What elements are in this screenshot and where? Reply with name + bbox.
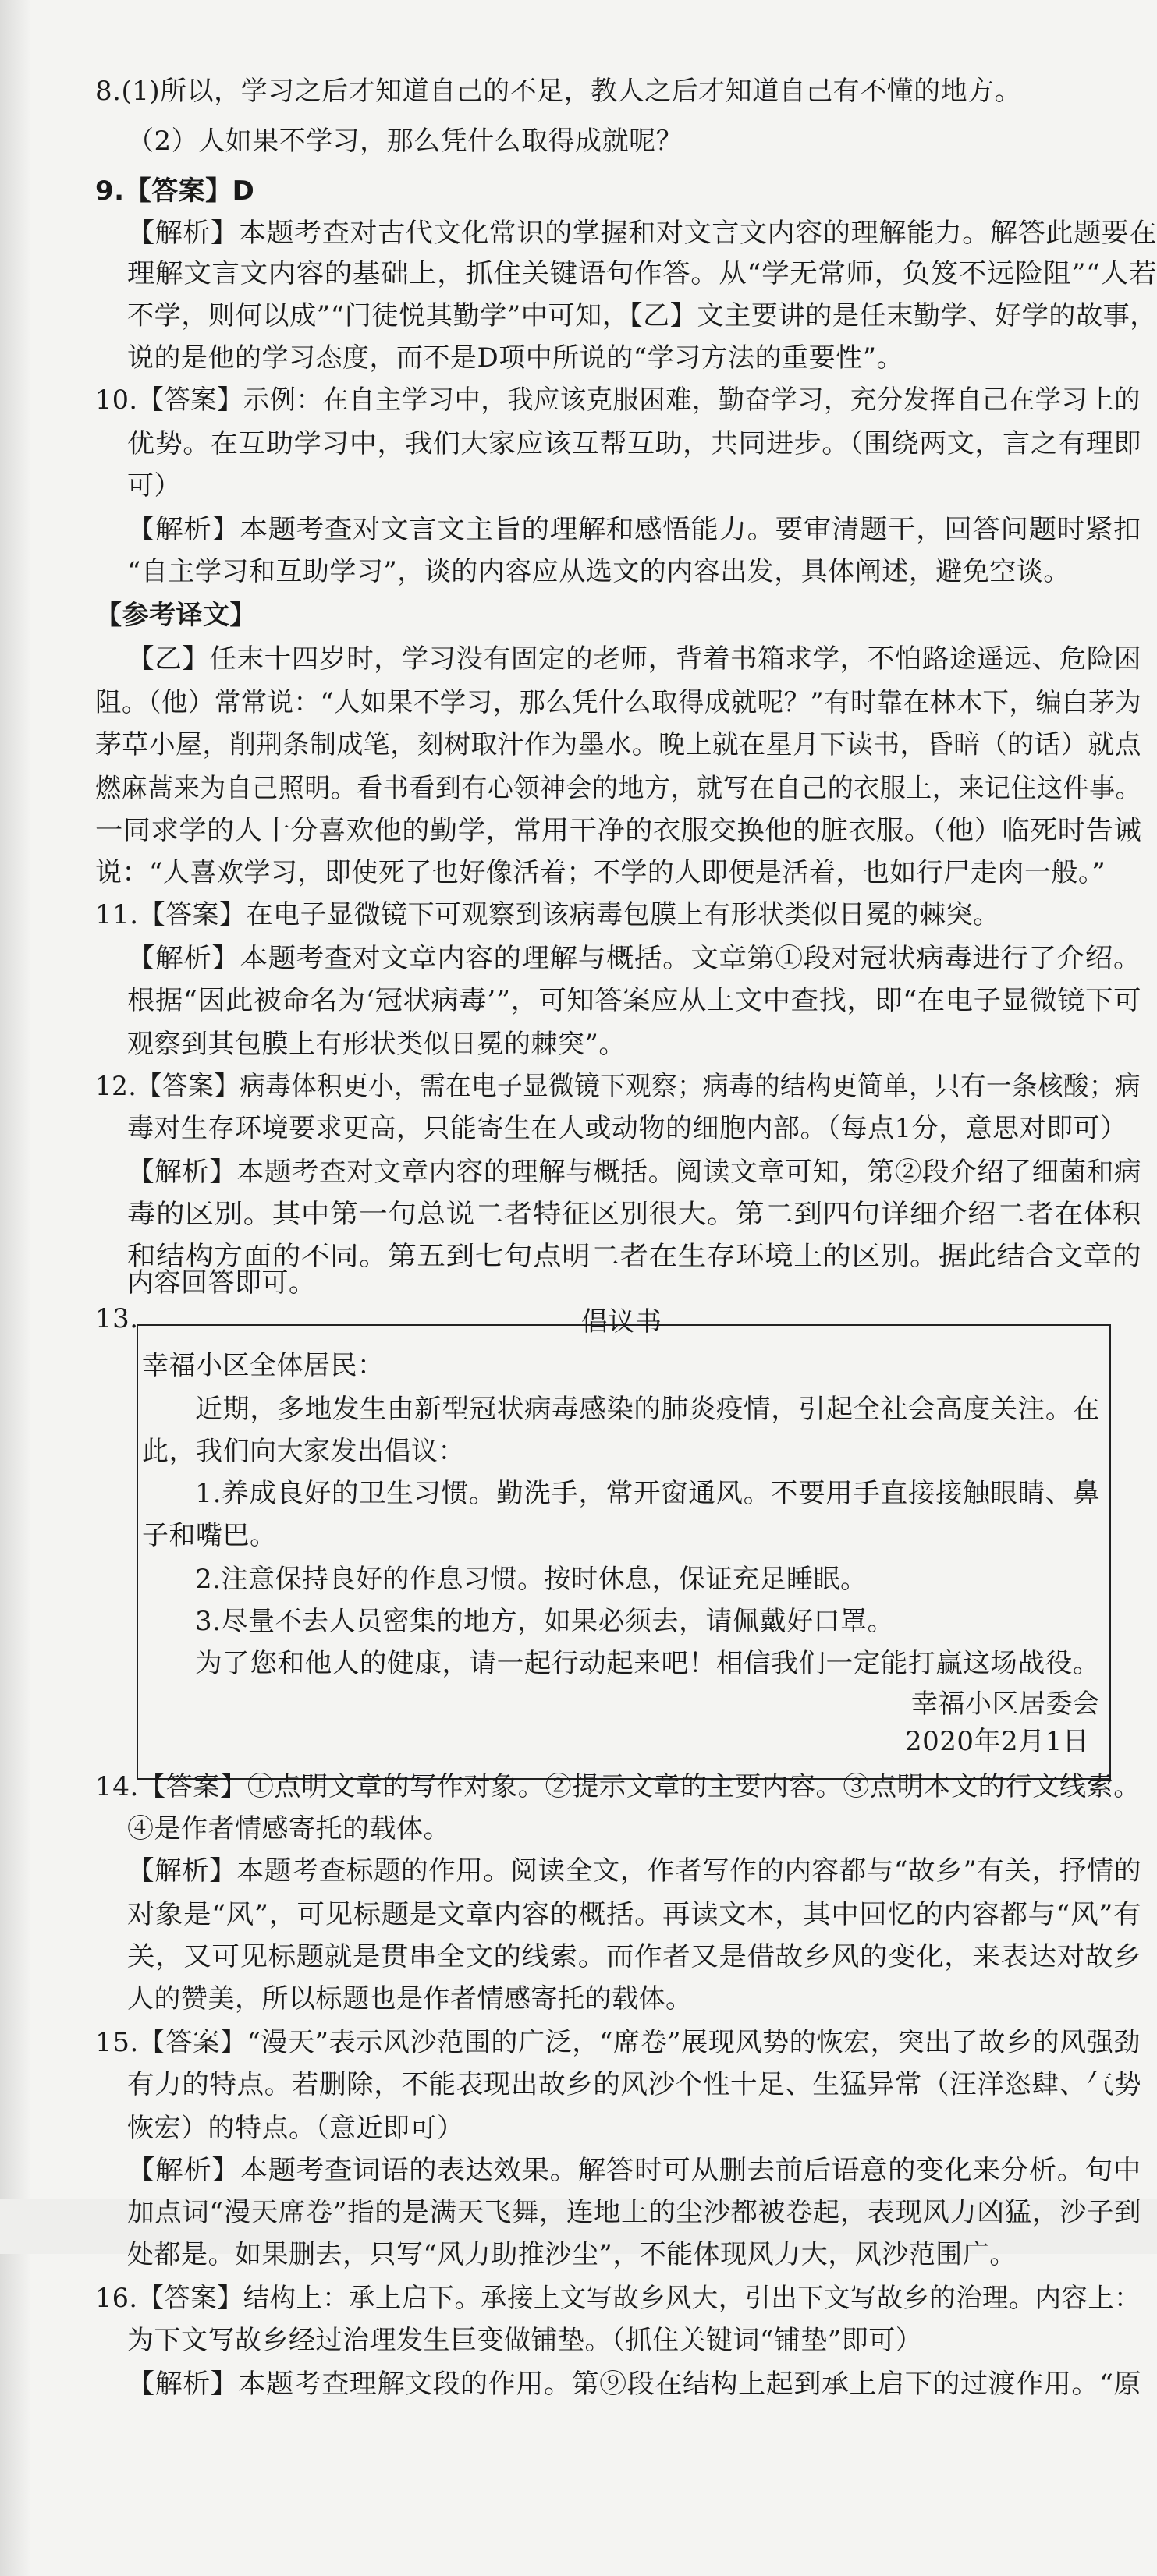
line-box-7: 为了您和他人的健康，请一起行动起来吧！相信我们一定能打赢这场战役。 bbox=[195, 1648, 1100, 1679]
line-q12-an-2: 毒的区别。其中第一句总说二者特征区别很大。第二到四句详细介绍二者在体积 bbox=[127, 1199, 1141, 1230]
line-box-6: 3.尽量不去人员密集的地方，如果必须去，请佩戴好口罩。 bbox=[195, 1606, 894, 1637]
line-ref-head: 【参考译文】 bbox=[95, 600, 257, 631]
scan-edge-shadow bbox=[0, 0, 31, 2576]
line-q15-an-1: 【解析】本题考查词语的表达效果。解答时可从删去前后语意的变化来分析。句中 bbox=[127, 2155, 1142, 2186]
line-q14-an-4: 人的赞美，所以标题也是作者情感寄托的载体。 bbox=[127, 1983, 693, 2014]
line-q10-2: 优势。在互助学习中，我们大家应该互帮互助，共同进步。（围绕两文，言之有理即 bbox=[127, 428, 1141, 459]
line-q15-3: 恢宏）的特点。（意近即可） bbox=[127, 2113, 464, 2144]
line-q12-1: 12.【答案】病毒体积更小，需在电子显微镜下观察；病毒的结构更简单，只有一条核酸；病 bbox=[95, 1071, 1141, 1102]
line-q12-an-1: 【解析】本题考查对文章内容的理解与概括。阅读文章可知，第②段介绍了细菌和病 bbox=[127, 1157, 1141, 1188]
line-q10-an-1: 【解析】本题考查对文言文主旨的理解和感悟能力。要审清题干，回答问题时紧扣 bbox=[127, 514, 1142, 545]
line-box-3: 1.养成良好的卫生习惯。勤洗手，常开窗通风。不要用手直接接触眼睛、鼻 bbox=[195, 1478, 1100, 1509]
line-box-1: 近期，多地发生由新型冠状病毒感染的肺炎疫情，引起全社会高度关注。在 bbox=[195, 1394, 1100, 1425]
line-q12-an-3: 和结构方面的不同。第五到七句点明二者在生存环境上的区别。据此结合文章的 bbox=[127, 1241, 1141, 1272]
line-q16-1: 16.【答案】结构上：承上启下。承接上文写故乡风大，引出下文写故乡的治理。内容上： bbox=[95, 2283, 1141, 2314]
line-q10-1: 10.【答案】示例：在自主学习中，我应该克服困难，勤奋学习，充分发挥自己在学习上的 bbox=[95, 384, 1141, 416]
line-q10-3: 可） bbox=[127, 470, 181, 501]
line-q14-an-3: 关，又可见标题就是贯串全文的线索。而作者又是借故乡风的变化，来表达对故乡 bbox=[127, 1941, 1142, 1972]
line-q15-an-2: 加点词“漫天席卷”指的是满天飞舞，连地上的尘沙都被卷起，表现风力凶猛，沙子到 bbox=[127, 2197, 1141, 2228]
line-q10-an-2: “自主学习和互助学习”，谈的内容应从选文的内容出发，具体阐述，避免空谈。 bbox=[127, 556, 1070, 587]
line-q11-an-2: 根据“因此被命名为‘冠状病毒’”，可知答案应从上文中查找，即“在电子显微镜下可 bbox=[127, 985, 1141, 1016]
line-q14-an-2: 对象是“风”，可见标题是文章内容的概括。再读文本，其中回忆的内容都与“风”有 bbox=[127, 1899, 1141, 1930]
line-box-2: 此，我们向大家发出倡议： bbox=[142, 1436, 465, 1467]
line-q9-ans: 9.【答案】D bbox=[95, 175, 255, 207]
line-box-date: 2020年2月1日 bbox=[905, 1726, 1090, 1757]
line-q9-an-4: 说的是他的学习态度，而不是D项中所说的“学习方法的重要性”。 bbox=[127, 342, 904, 374]
line-q15-1: 15.【答案】“漫天”表示风沙范围的广泛，“席卷”展现风势的恢宏，突出了故乡的风强劲 bbox=[95, 2027, 1141, 2058]
line-q8-1: 8.(1)所以，学习之后才知道自己的不足，教人之后才知道自己有不懂的地方。 bbox=[95, 76, 1022, 107]
line-q13-num: 13. bbox=[95, 1303, 139, 1334]
line-q16-2: 为下文写故乡经过治理发生巨变做铺垫。（抓住关键词“铺垫”即可） bbox=[127, 2325, 923, 2356]
line-ref-4: 燃麻蒿来为自己照明。看书看到有心领神会的地方，就写在自己的衣服上，来记住这件事。 bbox=[95, 773, 1141, 804]
line-q16-an-1: 【解析】本题考查理解文段的作用。第⑨段在结构上起到承上启下的过渡作用。“原 bbox=[127, 2369, 1141, 2400]
line-q15-2: 有力的特点。若删除，不能表现出故乡的风沙个性十足、生猛异常（汪洋恣肆、气势 bbox=[127, 2069, 1141, 2100]
line-q9-an-2: 理解文言文内容的基础上，抓住关键语句作答。从“学无常师，负笈不远险阻”“人若 bbox=[127, 258, 1157, 289]
line-q15-an-3: 处都是。如果删去，只写“风力助推沙尘”，不能体现风力大，风沙范围广。 bbox=[127, 2239, 1017, 2270]
line-q9-an-1: 【解析】本题考查对古代文化常识的掌握和对文言文内容的理解能力。解答此题要在 bbox=[127, 218, 1157, 249]
line-q12-2: 毒对生存环境要求更高，只能寄生在人或动物的细胞内部。（每点1分，意思对即可） bbox=[127, 1113, 1127, 1144]
line-q14-2: ④是作者情感寄托的载体。 bbox=[127, 1813, 450, 1844]
line-ref-6: 说：“人喜欢学习，即使死了也好像活着；不学的人即便是活着，也如行尸走肉一般。” bbox=[95, 857, 1106, 888]
line-q11-an-1: 【解析】本题考查对文章内容的理解与概括。文章第①段对冠状病毒进行了介绍。 bbox=[127, 943, 1142, 974]
line-ref-1: 【乙】任末十四岁时，学习没有固定的老师，背着书箱求学，不怕路途遥远、危险困 bbox=[127, 643, 1141, 675]
line-q11-1: 11.【答案】在电子显微镜下可观察到该病毒包膜上有形状类似日冕的棘突。 bbox=[95, 899, 1000, 930]
line-q9-an-3: 不学，则何以成”“门徒悦其勤学”中可知，【乙】文主要讲的是任末勤学、好学的故事， bbox=[127, 300, 1157, 331]
line-box-salute: 幸福小区全体居民： bbox=[142, 1350, 385, 1381]
line-q12-an-4: 内容回答即可。 bbox=[127, 1267, 316, 1299]
line-ref-5: 一同求学的人十分喜欢他的勤学，常用干净的衣服交换他的脏衣服。（他）临死时告诫 bbox=[95, 815, 1141, 846]
line-q11-an-3: 观察到其包膜上有形状类似日冕的棘突”。 bbox=[127, 1029, 626, 1060]
line-box-5: 2.注意保持良好的作息习惯。按时休息，保证充足睡眠。 bbox=[195, 1564, 868, 1595]
line-box-sign: 幸福小区居委会 bbox=[911, 1688, 1100, 1720]
line-q14-an-1: 【解析】本题考查标题的作用。阅读全文，作者写作的内容都与“故乡”有关，抒情的 bbox=[127, 1855, 1141, 1887]
line-box-4: 子和嘴巴。 bbox=[142, 1520, 277, 1551]
line-ref-2: 阻。（他）常常说：“人如果不学习，那么凭什么取得成就呢？”有时靠在林木下，编白茅为 bbox=[95, 687, 1141, 718]
line-box-title: 倡议书 bbox=[581, 1306, 662, 1338]
line-q14-1: 14.【答案】①点明文章的写作对象。②提示文章的主要内容。③点明本文的行文线索。 bbox=[95, 1771, 1141, 1802]
line-ref-3: 茅草小屋，削荆条制成笔，刻树取汁作为墨水。晚上就在星月下读书，昏暗（的话）就点 bbox=[95, 729, 1141, 760]
line-q8-2: （2）人如果不学习，那么凭什么取得成就呢？ bbox=[127, 126, 683, 157]
